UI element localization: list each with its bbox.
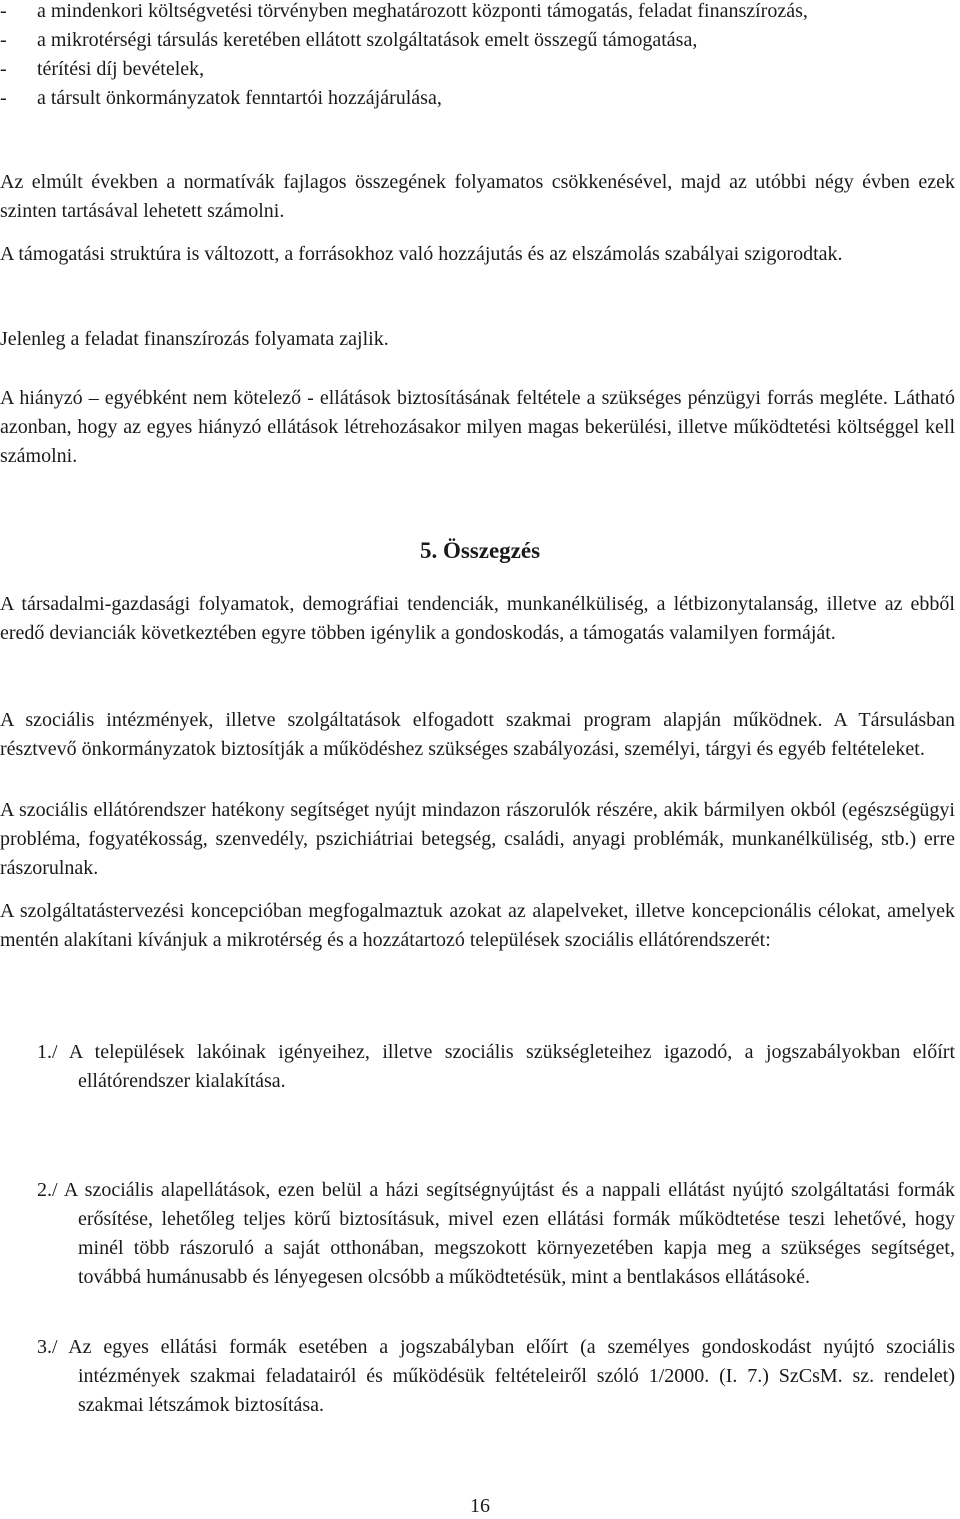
paragraph: A szociális ellátórendszer hatékony segítséget nyújt mindazon rászorulók részére, akik bármilyen okból (egészségügyi probléma, fogyatékosság, szenvedély, pszichiátriai betegség, családi, anyagi problémák, munkanélküliség, stb.) erre rászorulnak. (0, 799, 955, 879)
list-marker: - (0, 29, 7, 51)
paragraph: A hiányzó – egyébként nem kötelező - ellátások biztosításának feltétele a szükséges pénzügyi forrás megléte. Látható azonban, hogy az egyes hiányzó ellátások létrehozásakor milyen magas bekerülési, illetve működtetési költséggel kell számolni. (0, 387, 955, 467)
list-item (0, 84, 955, 113)
list-item-text: a mikrotérségi társulás keretében ellátott szolgáltatások emelt összegű támogatása, (37, 29, 698, 51)
funding-sources-list (0, 0, 955, 113)
paragraph: A társadalmi-gazdasági folyamatok, demográfiai tendenciák, munkanélküliség, a létbizonytalanság, illetve az ebből eredő devianciák következtében egyre többen igénylik a gondoskodás, a támogatás valamilyen formáját. (0, 593, 955, 644)
list-item-text: a mindenkori költségvetési törvényben meghatározott központi támogatás, feladat finanszírozás, (37, 0, 808, 22)
list-marker: - (0, 0, 7, 22)
numbered-item: 2./ A szociális alapellátások, ezen belül a házi segítségnyújtást és a nappali ellátást nyújtó szolgáltatási formák erősítése, lehetőleg teljes körű biztosításuk, mivel ezen ellátási formák működtetése teszi lehetővé, hogy minél több rászoruló a saját otthonában, megszokott környezetében kapja meg a szükséges segítséget, továbbá humánusabb és lényegesen olcsóbb a működtetésük, mint a bentlakásos ellátásoké. (37, 1179, 955, 1288)
paragraph: Jelenleg a feladat finanszírozás folyamata zajlik. (0, 328, 389, 350)
numbered-item: 1./ A települések lakóinak igényeihez, illetve szociális szükségleteihez igazodó, a jogszabályokban előírt ellátórendszer kialakítása. (37, 1041, 955, 1092)
list-item (0, 55, 955, 84)
section-heading: 5. Összegzés (419, 538, 541, 563)
paragraph: A szociális intézmények, illetve szolgáltatások elfogadott szakmai program alapján működnek. A Társulásban résztvevő önkormányzatok biztosítják a működéshez szükséges szabályozási, személyi, tárgyi és egyéb feltételeket. (0, 709, 955, 760)
paragraph: A szolgáltatástervezési koncepcióban megfogalmaztuk azokat az alapelveket, illetve koncepcionális célokat, amelyek mentén alakítani kívánjuk a mikrotérség és a hozzátartozó települések szociális ellátórendszerét: (0, 900, 955, 951)
page-number: 16 (470, 1495, 490, 1517)
list-marker: - (0, 87, 7, 109)
list-item (0, 26, 955, 55)
list-item (0, 0, 955, 26)
numbered-item: 3./ Az egyes ellátási formák esetében a jogszabályban előírt (a személyes gondoskodást nyújtó szociális intézmények szakmai feladatairól és működésük feltételeiről szóló 1/2000. (I. 7.) SzCsM. sz. rendelet) szakmai létszámok biztosítása. (37, 1336, 955, 1416)
paragraph: A támogatási struktúra is változott, a forrásokhoz való hozzájutás és az elszámolás szabályai szigorodtak. (0, 243, 843, 265)
list-item-text: térítési díj bevételek, (37, 58, 205, 80)
list-marker: - (0, 58, 7, 80)
paragraph: Az elmúlt években a normatívák fajlagos összegének folyamatos csökkenésével, majd az utóbbi négy évben ezek szinten tartásával lehetett számolni. (0, 171, 955, 222)
list-item-text: a társult önkormányzatok fenntartói hozzájárulása, (37, 87, 442, 109)
